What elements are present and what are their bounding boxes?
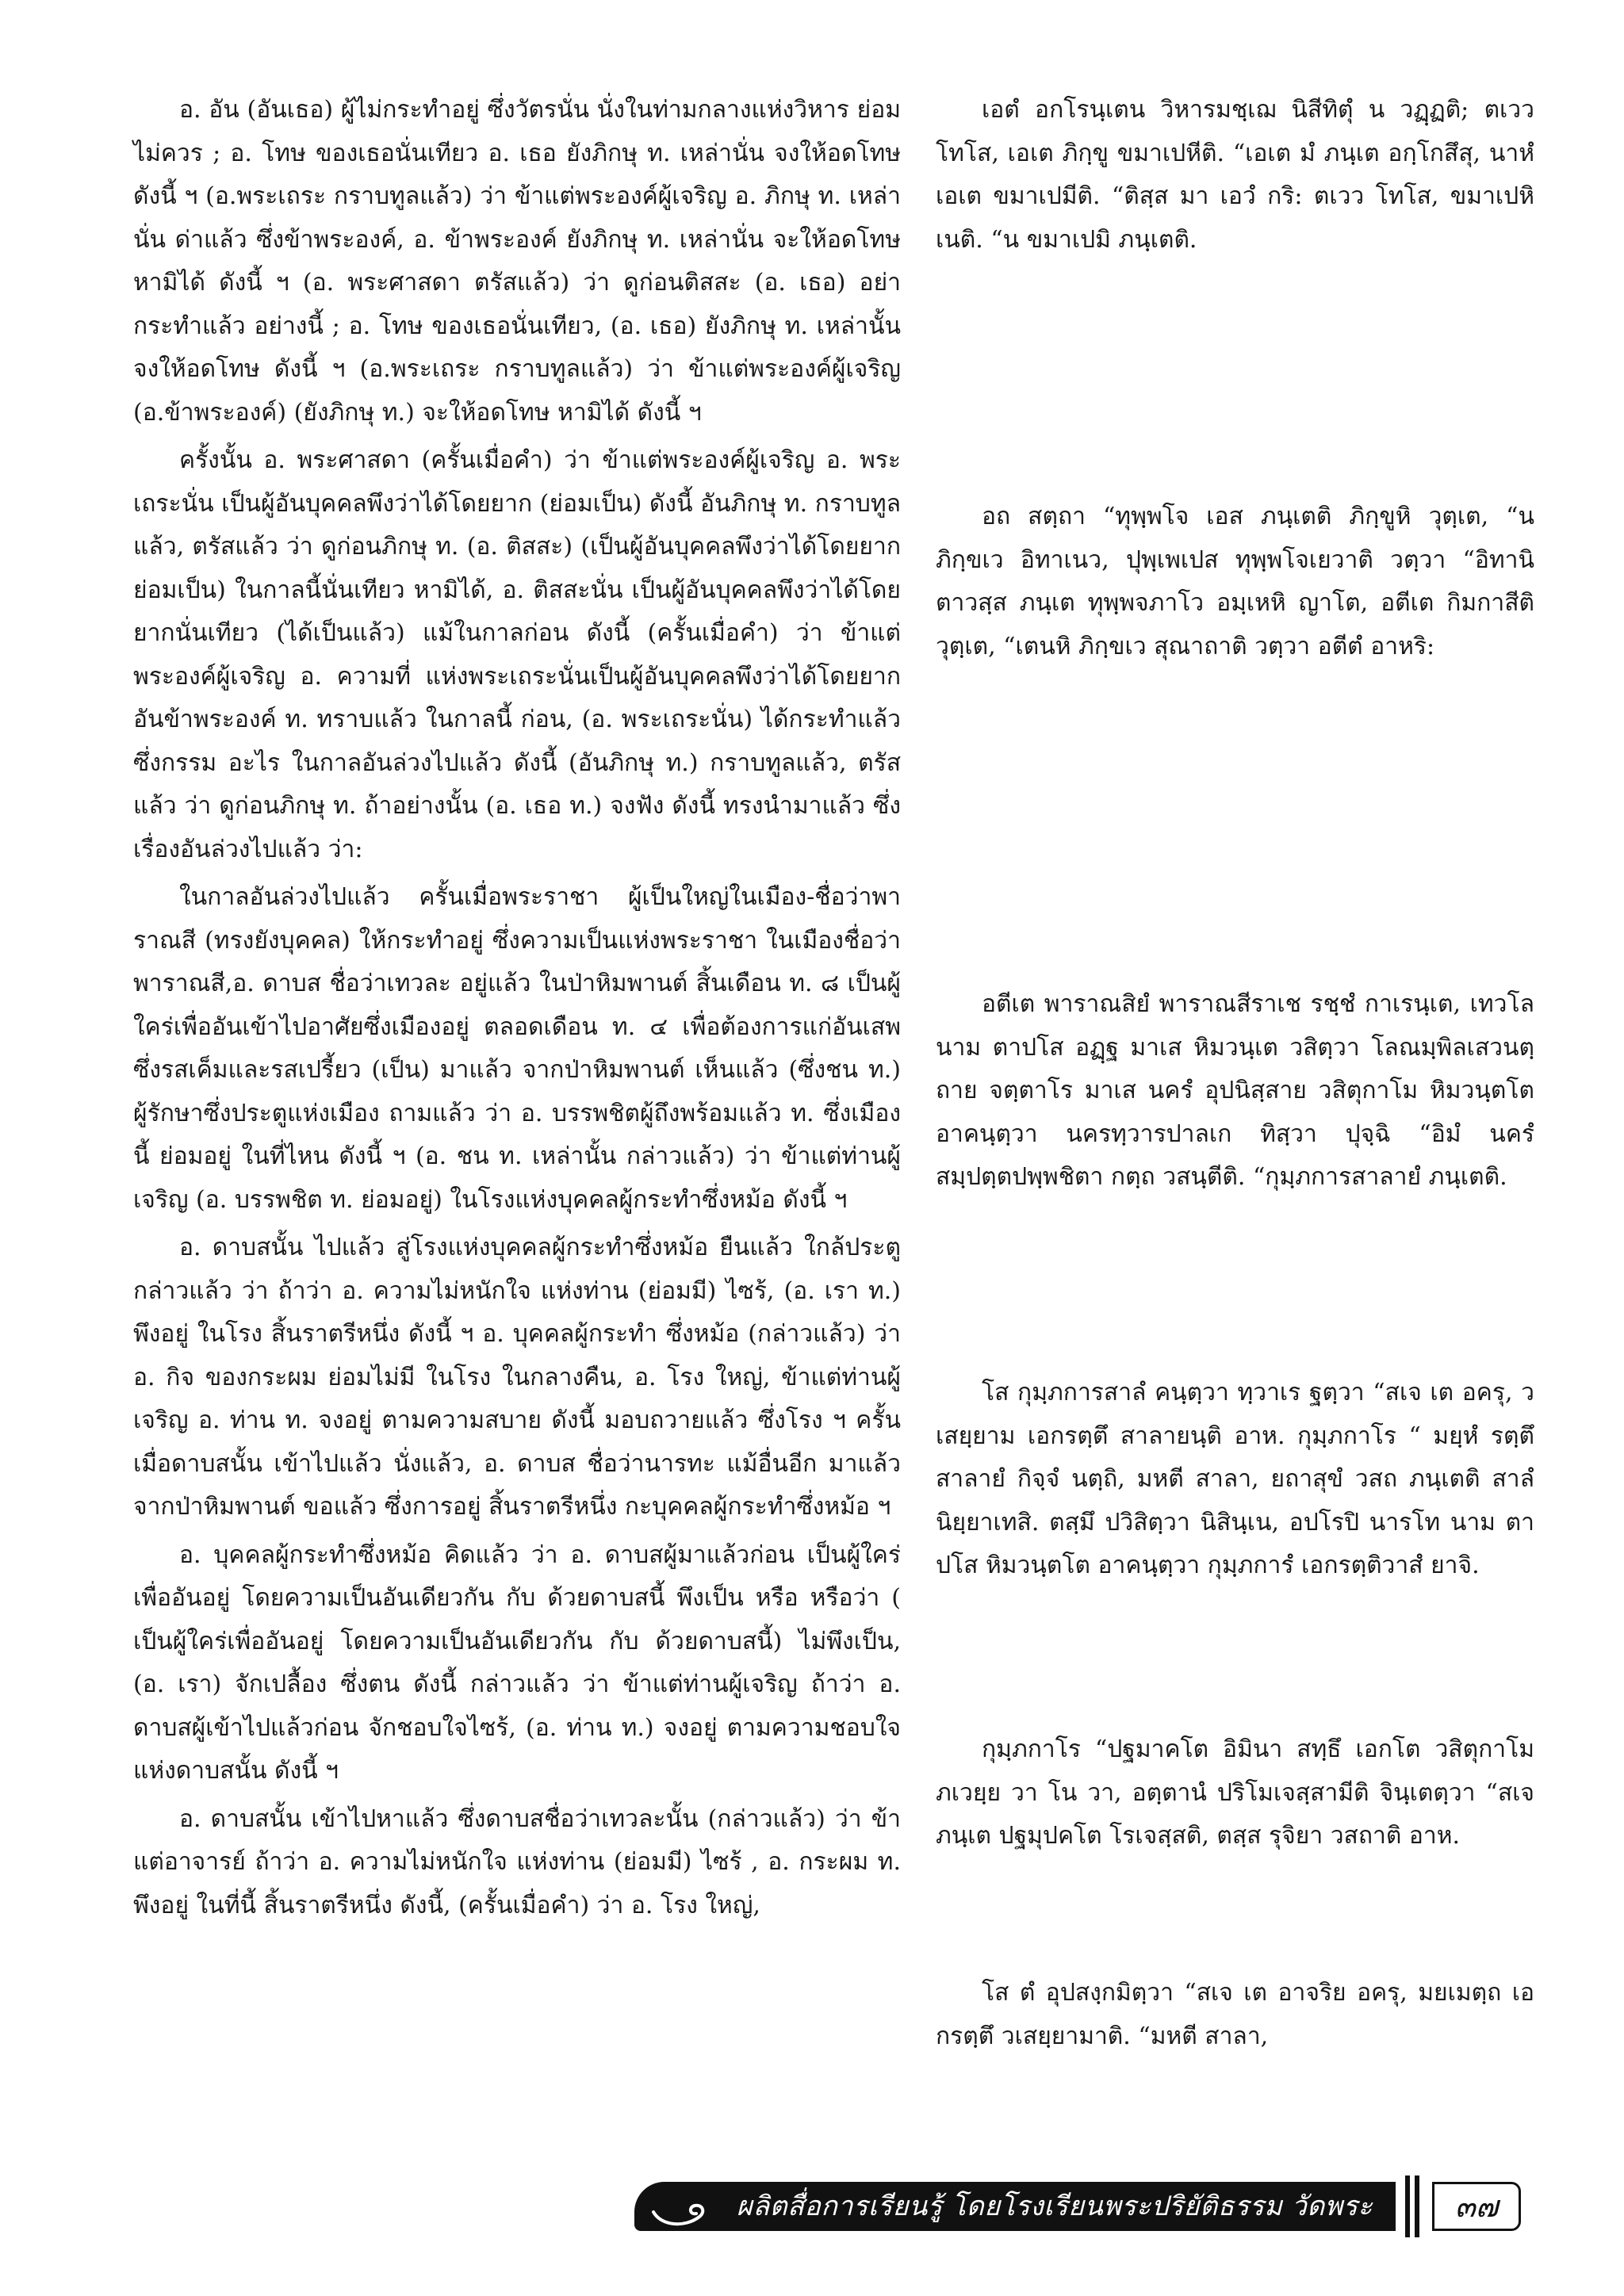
left-paragraph: ในกาลอันล่วงไปแล้ว ครั้นเมื่อพระราชา ผู้เป็นใหญ่ในเมือง-ชื่อว่าพาราณสี (ทรงยังบุคคล) ให้กระทำอยู่ ซึ่งความเป็นแห่งพระราชา ในเมืองชื่อว่าพาราณสี,อ. ดาบส ชื่อว่าเทวละ อยู่แล้ว ในป่าหิมพานต์ สิ้นเดือน ท. ๘ เป็นผู้ใคร่เพื่ออันเข้าไปอาศัยซึ่งเมืองอยู่ ตลอดเดือน ท. ๔ เพื่อต้องการแก่อันเสพซึ่งรสเค็มและรสเปรี้ยว (เป็น) มาแล้ว จากป่าหิมพานต์ เห็นแล้ว (ซึ่งชน ท.) ผู้รักษาซึ่งประตูแห่งเมือง ถามแล้ว ว่า อ. บรรพชิตผู้ถึงพร้อมแล้ว ท. ซึ่งเมืองนี้ ย่อมอยู่ ในที่ไหน ดังนี้ ฯ (อ. ชน ท. เหล่านั้น กล่าวแล้ว) ว่า ข้าแต่ท่านผู้เจริญ (อ. บรรพชิต ท. ย่อมอยู่) ในโรงแห่งบุคคลผู้กระทำซึ่งหม้อ ดังนี้ ฯ: [133, 883, 901, 1214]
left-paragraph: ครั้งนั้น อ. พระศาสดา (ครั้นเมื่อคำ) ว่า ข้าแต่พระองค์ผู้เจริญ อ. พระเถระนั่น เป็นผู้อันบุคคลพึงว่าได้โดยยาก (ย่อมเป็น) ดังนี้ อันภิกษุ ท. กราบทูลแล้ว, ตรัสแล้ว ว่า ดูก่อนภิกษุ ท. (อ. ติสสะ) (เป็นผู้อันบุคคลพึงว่าได้โดยยาก ย่อมเป็น) ในกาลนี้นั่นเทียว หามิได้, อ. ติสสะนั่น เป็นผู้อันบุคคลพึงว่าได้โดยยากนั่นเทียว (ได้เป็นแล้ว) แม้ในกาลก่อน ดังนี้ (ครั้นเมื่อคำ) ว่า ข้าแต่พระองค์ผู้เจริญ อ. ความที่ แห่งพระเถระนั่นเป็นผู้อันบุคคลพึงว่าได้โดยยาก อันข้าพระองค์ ท. ทราบแล้ว ในกาลนี้ ก่อน, (อ. พระเถระนั่น) ได้กระทำแล้ว ซึ่งกรรม อะไร ในกาลอันล่วงไปแล้ว ดังนี้ (อันภิกษุ ท.) กราบทูลแล้ว, ตรัสแล้ว ว่า ดูก่อนภิกษุ ท. ถ้าอย่างนั้น (อ. เธอ ท.) จงฟัง ดังนี้ ทรงนำมาแล้ว ซึ่งเรื่องอันล่วงไปแล้ว ว่า:: [133, 446, 901, 863]
left-paragraph: อ. บุคคลผู้กระทำซึ่งหม้อ คิดแล้ว ว่า อ. ดาบสผู้มาแล้วก่อน เป็นผู้ใคร่เพื่ออันอยู่ โดยความเป็นอันเดียวกัน กับ ด้วยดาบสนี้ พึงเป็น หรือ หรือว่า ( เป็นผู้ใคร่เพื่ออันอยู่ โดยความเป็นอันเดียวกัน กับ ด้วยดาบสนี้) ไม่พึงเป็น, (อ. เรา) จักเปลื้อง ซึ่งตน ดังนี้ กล่าวแล้ว ว่า ข้าแต่ท่านผู้เจริญ ถ้าว่า อ. ดาบสผู้เข้าไปแล้วก่อน จักชอบใจไซร้, (อ. ท่าน ท.) จงอยู่ ตามความชอบใจ แห่งดาบสนั้น ดังนี้ ฯ: [133, 1540, 902, 1785]
footer-title: ผลิตสื่อการเรียนรู้ โดยโรงเรียนพระปริยัติธรรม วัดพระธรรมกาย: [736, 2191, 1373, 2268]
page-footer: [0, 2174, 1624, 2268]
right-paragraph: อถ สตฺถา “ทุพฺพโจ เอส ภนฺเตติ ภิกฺขูหิ วุตฺเต, “น ภิกฺขเว อิทาเนว, ปุพฺเพเปส ทุพฺพโจเยวาติ วตฺวา “อิทานิ ตาวสฺส ภนฺเต ทุพฺพจภาโว อมฺเหหิ ญาโต, อตีเต กิมกาสีติ วุตฺเต, “เตนหิ ภิกฺขเว สุณาถาติ วตฺวา อตีตํ อาหริ:: [936, 503, 1534, 660]
left-paragraph: อ. ดาบสนั้น เข้าไปหาแล้ว ซึ่งดาบสชื่อว่าเทวละนั้น (กล่าวแล้ว) ว่า ข้าแต่อาจารย์ ถ้าว่า อ. ความไม่หนักใจ แห่งท่าน (ย่อมมี) ไซร้ , อ. กระผม ท. พึงอยู่ ในที่นี้ สิ้นราตรีหนึ่ง ดังนี้, (ครั้นเมื่อคำ) ว่า อ. โรง ใหญ่,: [133, 1804, 901, 1919]
left-paragraph: อ. ดาบสนั้น ไปแล้ว สู่โรงแห่งบุคคลผู้กระทำซึ่งหม้อ ยืนแล้ว ใกล้ประตู กล่าวแล้ว ว่า ถ้าว่า อ. ความไม่หนักใจ แห่งท่าน (ย่อมมี) ไซร้, (อ. เรา ท.) พึงอยู่ ในโรง สิ้นราตรีหนึ่ง ดังนี้ ฯ อ. บุคคลผู้กระทำ ซึ่งหม้อ (กล่าวแล้ว) ว่า อ. กิจ ของกระผม ย่อมไม่มี ในโรง ในกลางคืน, อ. โรง ใหญ่, ข้าแต่ท่านผู้เจริญ อ. ท่าน ท. จงอยู่ ตามความสบาย ดังนี้ มอบถวายแล้ว ซึ่งโรง ฯ ครั้นเมื่อดาบสนั้น เข้าไปแล้ว นั่งแล้ว, อ. ดาบส ชื่อว่านารทะ แม้อื่นอีก มาแล้ว จากป่าหิมพานต์ ขอแล้ว ซึ่งการอยู่ สิ้นราตรีหนึ่ง กะบุคคลผู้กระทำซึ่งหม้อ ฯ: [133, 1234, 901, 1521]
swirl-ornament-icon: [644, 2187, 715, 2229]
footer-divider-bars: [1404, 2175, 1424, 2237]
page-number: ๓๗: [1454, 2189, 1499, 2224]
right-paragraph: โส กุมฺภการสาลํ คนฺตฺวา ทฺวาเร ฐตฺวา “สเจ เต อครุ, วเสยฺยาม เอกรตฺตึ สาลายนฺติ อาห. กุมฺภกาโร “ มยฺหํ รตฺตึ สาลายํ กิจฺจํ นตฺถิ, มหตี สาลา, ยถาสุขํ วสถ ภนฺเตติ สาลํ นิยฺยาเทสิ. ตสฺมึ ปวิสิตฺวา นิสินฺเน, อปโรปิ นารโท นาม ตาปโส หิมวนฺตโต อาคนฺตฺวา กุมฺภการํ เอกรตฺติวาสํ ยาจิ.: [936, 1379, 1534, 1579]
right-paragraph: กุมฺภกาโร “ปฐมาคโต อิมินา สทฺธึ เอกโต วสิตุกาโม ภเวยฺย วา โน วา, อตฺตานํ ปริโมเจสฺสามีติ จินฺเตตฺวา “สเจ ภนฺเต ปฐมุปคโต โรเจสฺสติ, ตสฺส รุจิยา วสถาติ อาห.: [936, 1735, 1534, 1850]
right-paragraph: อตีเต พาราณสิยํ พาราณสีราเช รชฺชํ กาเรนฺเต, เทวโล นาม ตาปโส อฏฺฐ มาเส หิมวนฺเต วสิตฺวา โลณมฺพิลเสวนตฺถาย จตฺตาโร มาเส นครํ อุปนิสฺสาย วสิตุกาโม หิมวนฺตโต อาคนฺตฺวา นครทฺวารปาลเก ทิสฺวา ปุจฺฉิ “อิมํ นครํ สมฺปตฺตปพฺพชิตา กตฺถ วสนฺตีติ. “กุมฺภการสาลายํ ภนฺเตติ.: [936, 990, 1534, 1191]
page-number-box: [1432, 2182, 1521, 2231]
right-paragraph: โส ตํ อุปสงฺกมิตฺวา “สเจ เต อาจริย อครุ, มยเมตฺถ เอกรตฺตึ วเสยฺยามาติ. “มหตี สาลา,: [936, 1979, 1534, 2050]
left-paragraph: อ. อัน (อันเธอ) ผู้ไม่กระทำอยู่ ซึ่งวัตรนั่น นั่งในท่ามกลางแห่งวิหาร ย่อมไม่ควร ; อ. โทษ ของเธอนั่นเทียว อ. เธอ ยังภิกษุ ท. เหล่านั่น จงให้อดโทษ ดังนี้ ฯ (อ.พระเถระ กราบทูลแล้ว) ว่า ข้าแต่พระองค์ผู้เจริญ อ. ภิกษุ ท. เหล่านั่น ด่าแล้ว ซึ่งข้าพระองค์, อ. ข้าพระองค์ ยังภิกษุ ท. เหล่านั่น จะให้อดโทษ หามิได้ ดังนี้ ฯ (อ. พระศาสดา ตรัสแล้ว) ว่า ดูก่อนติสสะ (อ. เธอ) อย่ากระทำแล้ว อย่างนี้ ; อ. โทษ ของเธอนั่นเทียว, (อ. เธอ) ยังภิกษุ ท. เหล่านั้น จงให้อดโทษ ดังนี้ ฯ (อ.พระเถระ กราบทูลแล้ว) ว่า ข้าแต่พระองค์ผู้เจริญ (อ.ข้าพระองค์) (ยังภิกษุ ท.) จะให้อดโทษ หามิได้ ดังนี้ ฯ: [133, 96, 901, 427]
right-paragraph: เอตํ อกโรนฺเตน วิหารมชฺเฌ นิสีทิตุํ น วฏฺฏติ; ตเวว โทโส, เอเต ภิกฺขู ขมาเปหีติ. “เอเต มํ ภนฺเต อกฺโกสึสุ, นาหํ เอเต ขมาเปมีติ. “ติสฺส มา เอวํ กริ: ตเวว โทโส, ขมาเปหิ เนติ. “น ขมาเปมิ ภนฺเตติ.: [936, 96, 1534, 254]
left-column-thai-translation: [133, 89, 901, 1927]
